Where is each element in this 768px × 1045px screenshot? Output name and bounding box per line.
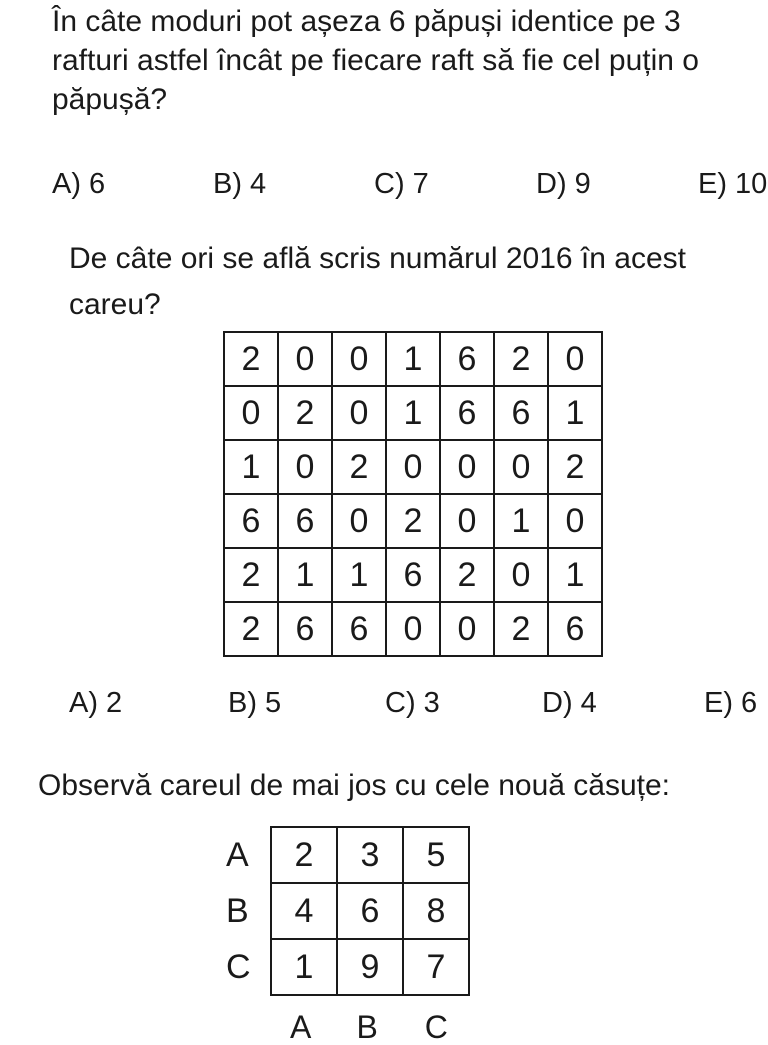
- grid-cell: 7: [403, 939, 469, 995]
- grid-cell: 6: [278, 602, 332, 656]
- grid-cell: 0: [332, 332, 386, 386]
- grid-cell: 0: [548, 332, 602, 386]
- grid-cell: 0: [332, 386, 386, 440]
- grid-cell: 6: [332, 602, 386, 656]
- q1-option-e[interactable]: E) 10: [698, 168, 768, 200]
- grid-cell: 6: [440, 332, 494, 386]
- question-3-cut-line: [38, 769, 768, 802]
- grid-cell: 9: [337, 939, 403, 995]
- grid-cell: 0: [224, 386, 278, 440]
- grid-cell: 0: [440, 602, 494, 656]
- grid-cell: 1: [271, 939, 337, 995]
- grid-cell: 2: [271, 827, 337, 883]
- grid-cell: 0: [440, 494, 494, 548]
- q2-option-c[interactable]: C) 3: [385, 687, 440, 719]
- question-1-line: În câte moduri pot așeza 6 păpuși identice pe 3: [52, 5, 681, 38]
- grid-row: [224, 494, 602, 548]
- grid-row: [226, 827, 469, 883]
- grid-cell: 2: [332, 440, 386, 494]
- grid-cell: 2: [440, 548, 494, 602]
- grid-cell: 0: [440, 440, 494, 494]
- q1-option-c[interactable]: C) 7: [374, 168, 429, 200]
- question-2-line-partial: De câte ori se află scris numărul 2016 în acest: [69, 242, 686, 275]
- grid-cell: 0: [386, 602, 440, 656]
- question-2-cut-line: [69, 242, 768, 276]
- grid-cell: 6: [278, 494, 332, 548]
- grid-cell: 6: [386, 548, 440, 602]
- grid-cell: 0: [494, 440, 548, 494]
- question-3-line-partial: Observă careul de mai jos cu cele nouă căsuțe:: [38, 769, 671, 802]
- grid-cell: 2: [494, 332, 548, 386]
- q2-option-e[interactable]: E) 6: [704, 687, 758, 719]
- row-label: B: [226, 891, 249, 930]
- question-1-line: păpușă?: [52, 83, 168, 116]
- grid-cell: 1: [494, 494, 548, 548]
- q1-option-b[interactable]: B) 4: [213, 168, 267, 200]
- grid-cell: 6: [440, 386, 494, 440]
- question-2-line: careu?: [69, 288, 161, 321]
- grid-row: [224, 440, 602, 494]
- grid-cell: 6: [224, 494, 278, 548]
- grid-cell: 1: [332, 548, 386, 602]
- grid-cell: 1: [278, 548, 332, 602]
- grid-row: [224, 332, 602, 386]
- grid-cell: 6: [494, 386, 548, 440]
- grid-cell: 0: [278, 332, 332, 386]
- grid-row: [226, 883, 469, 939]
- grid-cell: 0: [332, 494, 386, 548]
- grid-row: [224, 386, 602, 440]
- grid-cell: 6: [548, 602, 602, 656]
- q1-option-a[interactable]: A) 6: [52, 168, 106, 200]
- grid-row: [224, 548, 602, 602]
- q2-option-a[interactable]: A) 2: [69, 687, 123, 719]
- grid-cell: 2: [224, 602, 278, 656]
- grid-cell: 0: [278, 440, 332, 494]
- letter-grid: [226, 826, 470, 996]
- grid-row: [224, 602, 602, 656]
- q2-option-d[interactable]: D) 4: [542, 687, 597, 719]
- grid-cell: 0: [494, 548, 548, 602]
- grid-cell: 1: [386, 332, 440, 386]
- number-grid-2016: [223, 331, 603, 657]
- grid-cell: 1: [548, 386, 602, 440]
- grid-row: [226, 939, 469, 995]
- question-1-line: rafturi astfel încât pe fiecare raft să fie cel puțin o: [52, 44, 699, 77]
- row-label: C: [226, 947, 251, 986]
- grid-cell: 2: [548, 440, 602, 494]
- grid-cell: 6: [337, 883, 403, 939]
- question-1-text: [52, 2, 699, 119]
- grid-cell: 2: [224, 548, 278, 602]
- grid-cell: 0: [548, 494, 602, 548]
- grid-cell: 4: [271, 883, 337, 939]
- grid-cell: 5: [403, 827, 469, 883]
- grid-cell: 1: [386, 386, 440, 440]
- grid-bottom-cut-labels: [290, 1009, 470, 1045]
- grid-cell: 8: [403, 883, 469, 939]
- row-label: A: [226, 835, 249, 874]
- q2-option-b[interactable]: B) 5: [228, 687, 282, 719]
- grid-cell: 3: [337, 827, 403, 883]
- bottom-labels-partial: A B C: [290, 1009, 448, 1045]
- grid-cell: 2: [494, 602, 548, 656]
- grid-cell: 2: [278, 386, 332, 440]
- grid-cell: 1: [548, 548, 602, 602]
- grid-cell: 1: [224, 440, 278, 494]
- q1-option-d[interactable]: D) 9: [536, 168, 591, 200]
- grid-cell: 2: [386, 494, 440, 548]
- grid-cell: 0: [386, 440, 440, 494]
- grid-cell: 2: [224, 332, 278, 386]
